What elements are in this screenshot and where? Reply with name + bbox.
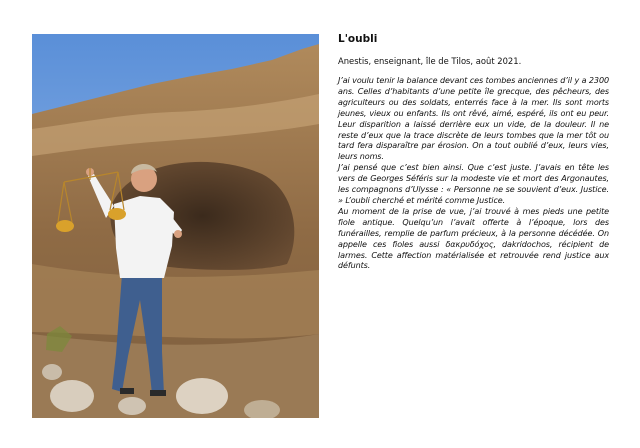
photo-illustration bbox=[32, 34, 319, 418]
paragraph-3: Au moment de la prise de vue, j’ai trouvé à mes pieds une petite fiole antique. Quelqu’un l’avait offerte à l’époque, lors des funérailles, remplie de parfum précieux, à la personne décédée. On appelle ces fioles aussi δακρυδόχος, dakridochos, récipient de larmes. Cette affection matérialisée et retrouvée rend justice aux défunts. bbox=[338, 206, 609, 271]
page-title: L'oubli bbox=[338, 33, 378, 45]
article-body bbox=[338, 76, 609, 272]
photo-man-with-scales bbox=[32, 34, 319, 418]
paragraph-2: J’ai pensé que c’est bien ainsi. Que c’est juste. J’avais en tête les vers de Georges Séféris sur la modeste vie et mort des Argonautes, les compagnons d’Ulysse : « Personne ne se souvient d’eux. Justice. » L’oubli cherché et mérité comme Justice. bbox=[338, 163, 609, 205]
photo-caption: Anestis, enseignant, île de Tilos, août 2021. bbox=[338, 56, 522, 66]
article-text bbox=[338, 33, 609, 272]
paragraph-1: J’ai voulu tenir la balance devant ces tombes anciennes d’il y a 2300 ans. Celles d’habitants d’une petite île grecque, des pêcheurs, des agriculteurs ou des soldats, enterrés face à la mer. Ils sont morts jeunes, vieux ou enfants. Ils ont rêvé, aimé, espéré, ils ont eu peur. Leur disparition a laissé derrière eux un vide, de la douleur. Il ne reste d’eux que la trace discrète de leurs tombes que la mer tôt ou tard fera disparaître par érosion. On a tout oublié d’eux, leurs vies, leurs noms. bbox=[338, 76, 609, 162]
